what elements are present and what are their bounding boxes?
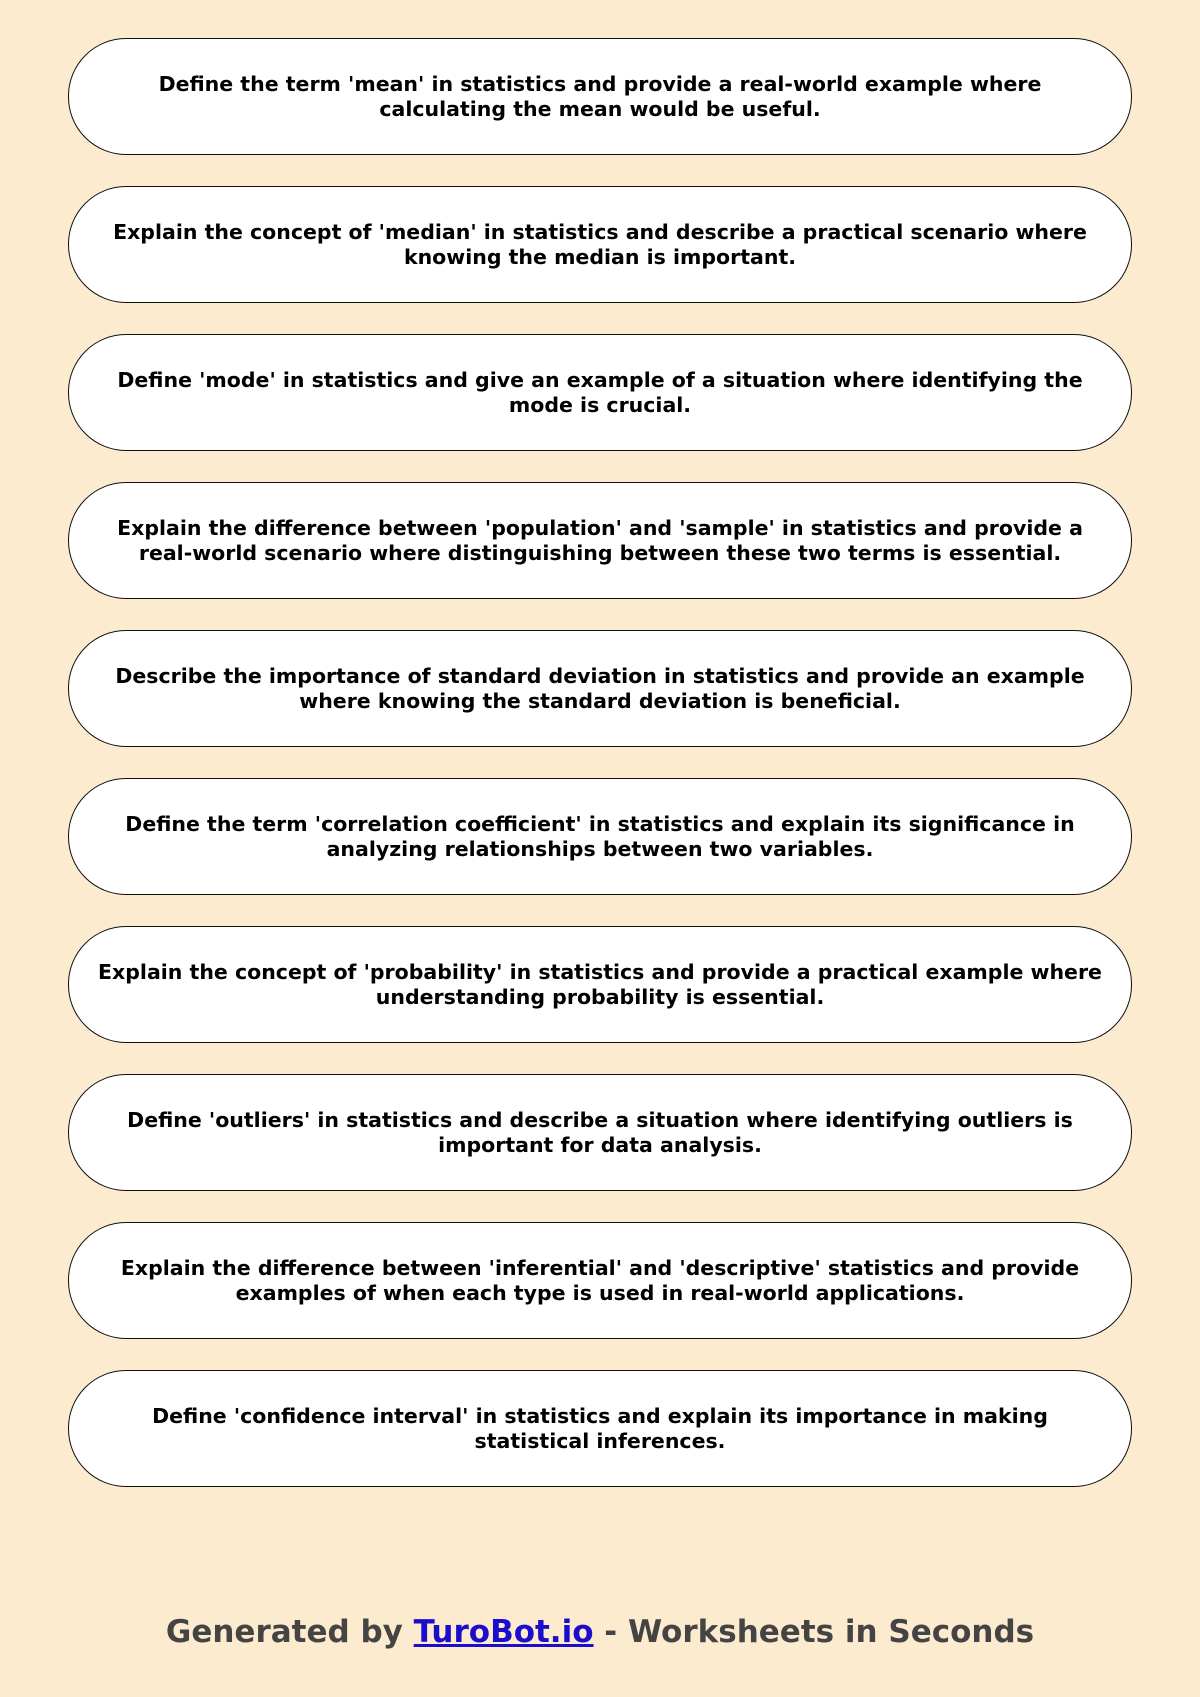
question-text: Explain the difference between 'population' and 'sample' in statistics and provide a real-world scenario where distinguishing between these two terms is essential. xyxy=(117,515,1083,565)
question-card xyxy=(68,334,1132,451)
question-card xyxy=(68,1222,1132,1339)
question-card xyxy=(68,1370,1132,1487)
question-text: Explain the difference between 'inferential' and 'descriptive' statistics and provide examples of when each type is used in real-world applications. xyxy=(120,1255,1080,1305)
question-card xyxy=(68,630,1132,747)
question-text: Explain the concept of 'median' in statistics and describe a practical scenario where knowing the median is important. xyxy=(113,219,1087,269)
question-text: Define 'mode' in statistics and give an example of a situation where identifying the mode is crucial. xyxy=(117,367,1083,417)
question-text: Define 'confidence interval' in statistics and explain its importance in making statistical inferences. xyxy=(152,1403,1048,1453)
question-text: Define the term 'mean' in statistics and provide a real-world example where calculating the mean would be useful. xyxy=(158,71,1042,121)
question-text: Define 'outliers' in statistics and describe a situation where identifying outliers is important for data analysis. xyxy=(127,1107,1073,1157)
footer-prefix: Generated by xyxy=(165,1614,414,1650)
question-card xyxy=(68,482,1132,599)
question-list xyxy=(68,38,1132,1518)
turobot-link[interactable]: TuroBot.io xyxy=(413,1614,594,1650)
question-text: Define the term 'correlation coefficient' in statistics and explain its significance in analyzing relationships between two variables. xyxy=(125,811,1075,861)
question-card xyxy=(68,186,1132,303)
question-card xyxy=(68,778,1132,895)
footer-suffix: - Worksheets in Seconds xyxy=(593,1614,1035,1650)
question-text: Describe the importance of standard deviation in statistics and provide an example where knowing the standard deviation is beneficial. xyxy=(115,663,1085,713)
footer-credit xyxy=(0,1614,1200,1650)
question-card xyxy=(68,1074,1132,1191)
question-text: Explain the concept of 'probability' in statistics and provide a practical example where understanding probability is essential. xyxy=(98,959,1102,1009)
question-card xyxy=(68,38,1132,155)
question-card xyxy=(68,926,1132,1043)
